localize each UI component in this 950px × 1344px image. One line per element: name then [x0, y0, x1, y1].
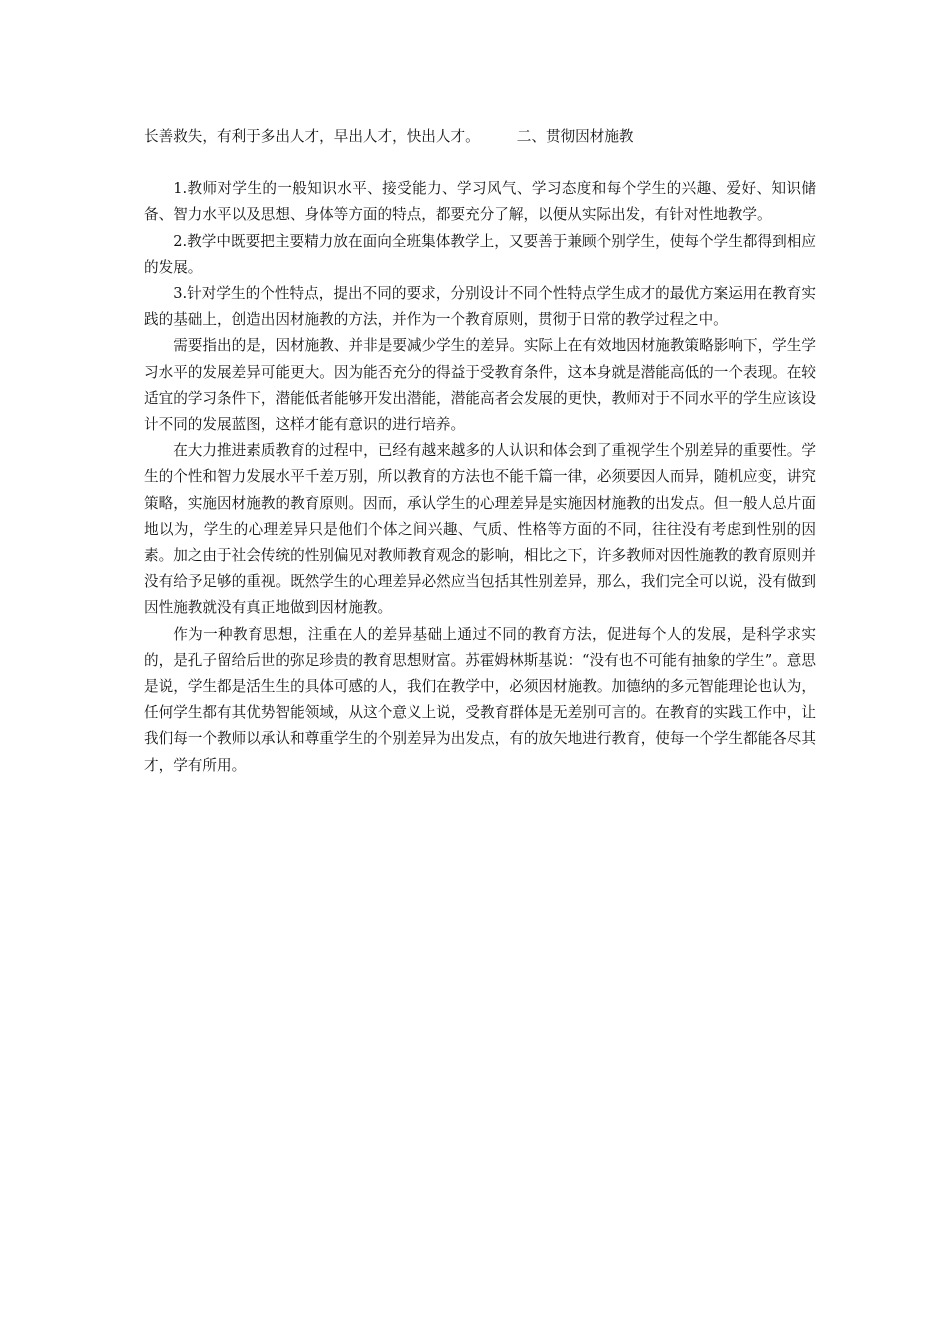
opening-line: 长善救失，有利于多出人才，早出人才，快出人才。 二、贯彻因材施教 [144, 128, 634, 145]
paragraph-gap [144, 150, 816, 176]
paragraph-conclusion: 作为一种教育思想，注重在人的差异基础上通过不同的教育方法，促进每个人的发展，是科学求实的，是孔子留给后世的弥足珍贵的教育思想财富。苏霍姆林斯基说：“没有也不可能有抽象的学生”。意思是说，学生都是活生生的具体可感的人，我们在教学中，必须因材施教。加德纳的多元智能理论也认为，任何学生都有其优势智能领域，从这个意义上说，受教育群体是无差别可言的。在教育的实践工作中，让我们每一个教师以承认和尊重学生的个别差异为出发点，有的放矢地进行教育，使每一个学生都能各尽其才，学有所用。 [144, 625, 816, 774]
paragraph-quality-education: 在大力推进素质教育的过程中，已经有越来越多的人认识和体会到了重视学生个别差异的重要性。学生的个性和智力发展水平千差万别，所以教育的方法也不能千篇一律，必须要因人而异，随机应变，讲究策略，实施因材施教的教育原则。因而，承认学生的心理差异是实施因材施教的出发点。但一般人总片面地以为，学生的心理差异只是他们个体之间兴趣、气质、性格等方面的不同，往往没有考虑到性别的因素。加之由于社会传统的性别偏见对教师教育观念的影响，相比之下，许多教师对因性施教的教育原则并没有给予足够的重视。既然学生的心理差异必然应当包括其性别差异，那么，我们完全可以说，没有做到因性施教就没有真正地做到因材施教。 [144, 442, 816, 617]
paragraph-point-2: 2.教学中既要把主要精力放在面向全班集体教学上，又要善于兼顾个别学生，使每个学生都得到相应的发展。 [144, 232, 816, 276]
paragraph-point-1: 1.教师对学生的一般知识水平、接受能力、学习风气、学习态度和每个学生的兴趣、爱好、知识储备、智力水平以及思想、身体等方面的特点，都要充分了解，以便从实际出发，有针对性地教学。 [144, 180, 816, 224]
document-body [144, 124, 816, 779]
paragraph-note: 需要指出的是，因材施教、并非是要减少学生的差异。实际上在有效地因材施教策略影响下，学生学习水平的发展差异可能更大。因为能否充分的得益于受教育条件，这本身就是潜能高低的一个表现。在较适宜的学习条件下，潜能低者能够开发出潜能，潜能高者会发展的更快，教师对于不同水平的学生应该设计不同的发展蓝图，这样才能有意识的进行培养。 [144, 337, 816, 434]
paragraph-point-3: 3.针对学生的个性特点，提出不同的要求，分别设计不同个性特点学生成才的最优方案运用在教育实践的基础上，创造出因材施教的方法，并作为一个教育原则，贯彻于日常的教学过程之中。 [144, 285, 816, 329]
